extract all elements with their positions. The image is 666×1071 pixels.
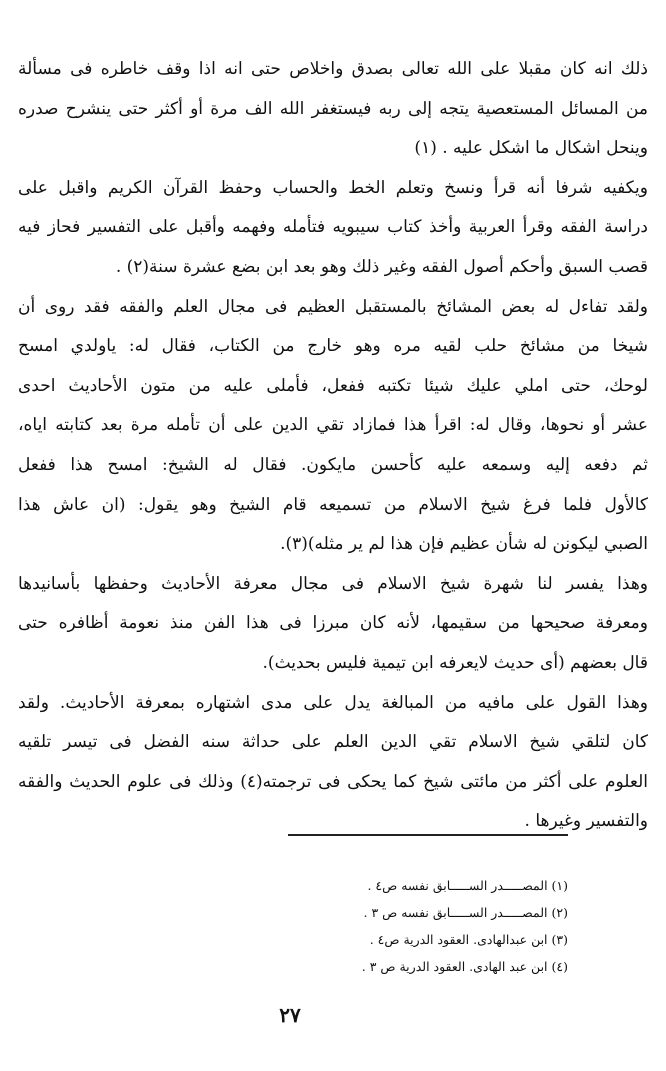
body-line: العلوم على أكثر من مائتى شيخ كما يحكى فى ترجمته(٤) وذلك فى علوم الحديث والفقه [18, 771, 648, 792]
body-line: وينحل اشكال ما اشكل عليه . (١) [414, 138, 648, 159]
body-line: ولقد تفاءل له بعض المشائخ بالمستقبل العظيم فى مجال العلم والفقه فقد روى أن [18, 296, 648, 317]
body-line: الصبي ليكونن له شأن عظيم فإن هذا لم ير مثله)(٣). [280, 534, 648, 555]
body-line: ثم دفعه إليه وسمعه عليه كأحسن مايكون. فقال له الشيخ: امسح هذا ففعل [18, 454, 648, 475]
footnote-separator [288, 834, 568, 836]
body-line: وهذا يفسر لنا شهرة شيخ الاسلام فى مجال معرفة الأحاديث وحفظها بأسانيدها [18, 573, 648, 594]
body-line: ومعرفة صحيحها من سقيمها، لأنه كان مبرزا فى هذا الفن منذ نعومة أظافره حتى [18, 613, 648, 634]
body-line: دراسة الفقه وقرأ العربية وأخذ كتاب سيبويه فتأمله وفهمه وأقبل على التفسير فحاز فيه [18, 217, 648, 238]
footnote: (٣) ابن عبدالهادى. العقود الدرية ص٤ . [369, 932, 568, 947]
footnotes [248, 872, 568, 980]
body-line: ذلك انه كان مقبلا على الله تعالى بصدق واخلاص حتى انه اذا وقف خاطره فى مسألة [18, 59, 648, 79]
body-line: كان لتلقي شيخ الاسلام تقي الدين العلم على حداثة سنه الفضل فى تيسر تلقيه [18, 732, 648, 753]
body-line: قال بعضهم (أى حديث لايعرفه ابن تيمية فليس بحديث). [262, 652, 648, 673]
body-line: لوحك، حتى املي عليك شيئا تكتبه ففعل، فأملى عليه من متون الأحاديث احدى [18, 375, 648, 396]
body-text [18, 50, 648, 842]
footnote: (١) المصـــــدر الســـــابق نفسه ص٤ . [367, 878, 568, 893]
body-line: قصب السبق وأحكم أصول الفقه وغير ذلك وهو بعد ابن بضع عشرة سنة(٢) . [115, 256, 648, 277]
body-line: كالأول فلما فرغ شيخ الاسلام من تسميعه قام الشيخ وهو يقول: (ان عاش هذا [18, 494, 648, 515]
footnote: (٢) المصـــــدر الســـــابق نفسه ص ٣ . [363, 905, 568, 920]
page-number: ٢٧ [279, 1003, 301, 1027]
body-line: شيخا من مشائخ حلب لقيه مره وهو خارج من الكتاب، فقال له: ياولدي امسح [18, 336, 648, 357]
body-line: والتفسير وغيرها . [524, 811, 648, 832]
body-line: من المسائل المستعصية يتجه إلى ربه فيستغفر الله الف مرة أو أكثر حتى ينشرح صدره [18, 98, 648, 119]
body-line: وهذا القول على مافيه من المبالغة يدل على مدى اشتهاره بمعرفة الأحاديث. ولقد [18, 692, 648, 713]
body-line: ويكفيه شرفا أنه قرأ ونسخ وتعلم الخط والحساب وحفظ القرآن الكريم واقبل على [18, 177, 648, 198]
body-line: عشر أو نحوها، وقال له: اقرأ هذا فمازاد تقي الدين على أن تأمله مرة بعد كتابته اياه، [18, 415, 648, 436]
footnote: (٤) ابن عبد الهادى. العقود الدرية ص ٣ . [361, 959, 568, 974]
